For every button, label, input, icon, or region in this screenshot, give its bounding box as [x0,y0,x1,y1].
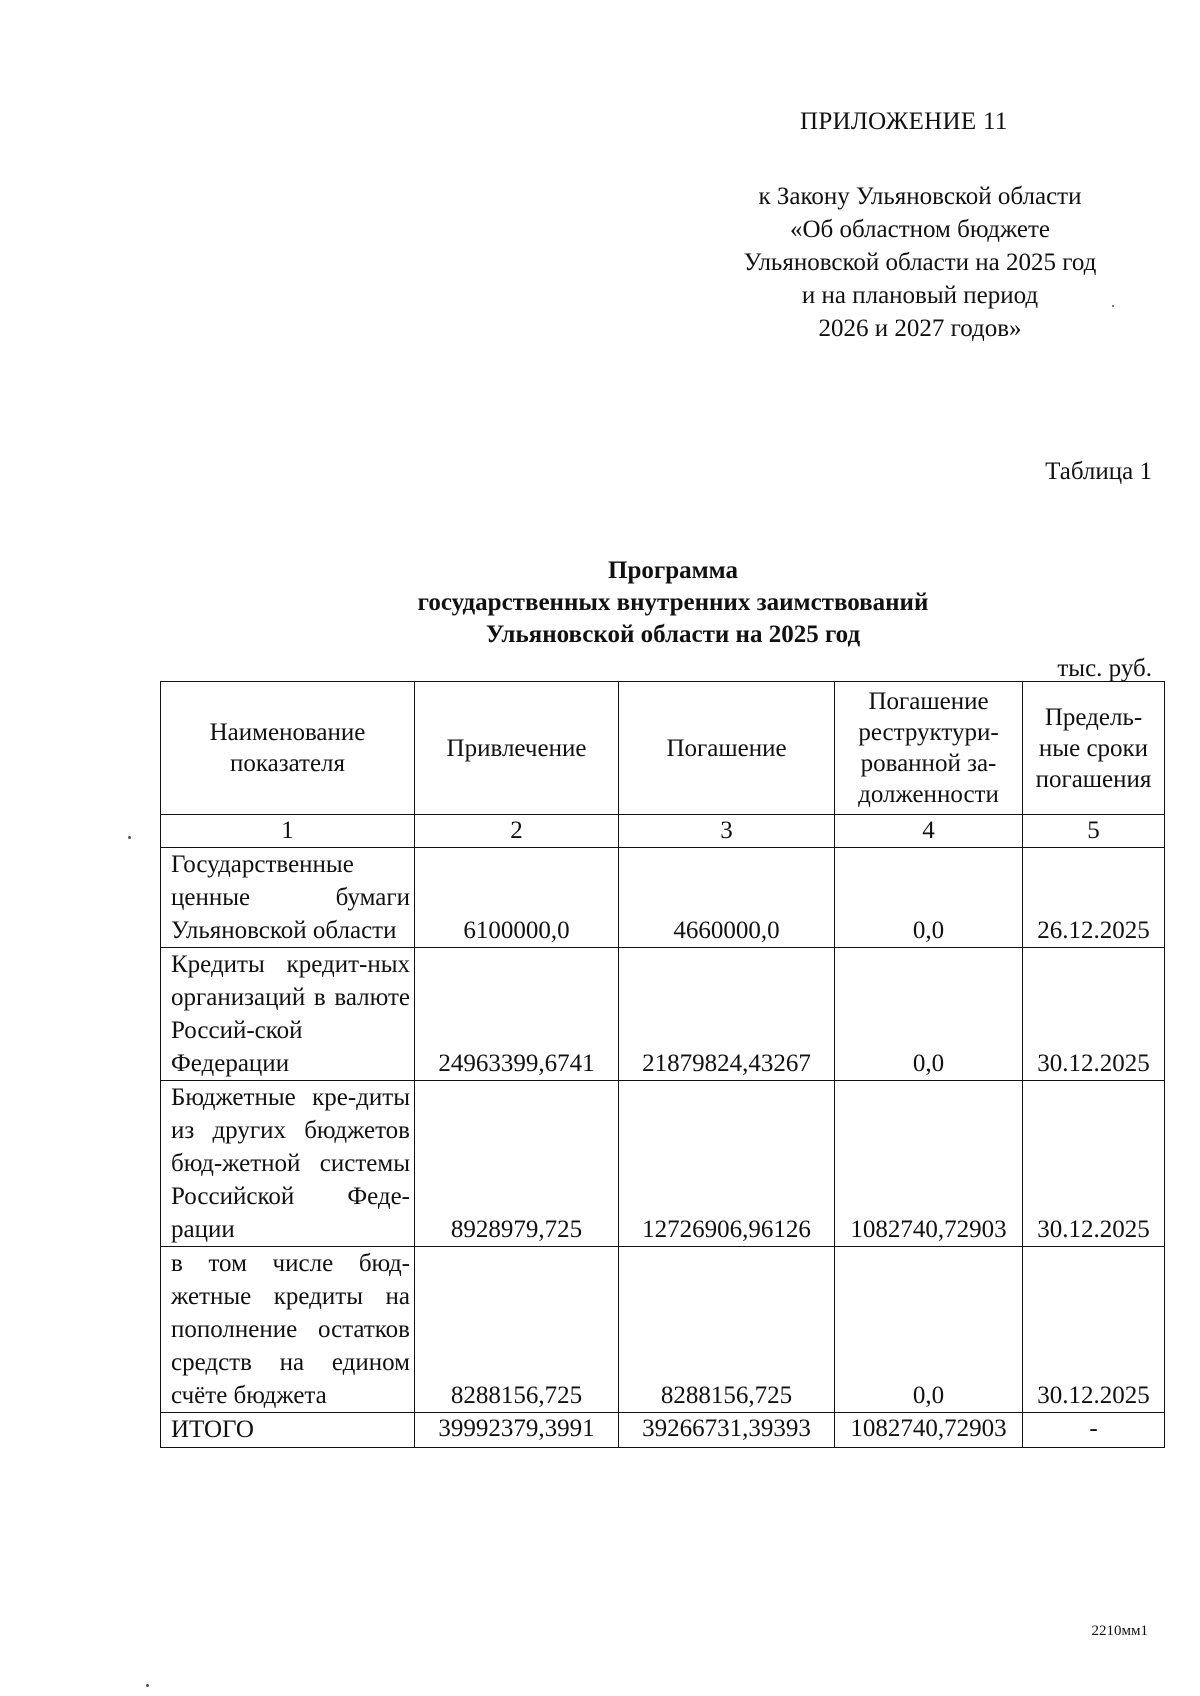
total-name: ИТОГО [161,1413,415,1448]
column-number: 2 [415,815,619,848]
units-label: тыс. руб. [1057,655,1152,682]
heading-line: государственных внутренних заимствований [417,589,929,616]
column-header-deadline: Предель-ные сроки погашения [1023,682,1165,815]
heading-line: Ульяновской области на 2025 год [485,621,861,648]
heading-line: Программа [608,557,738,584]
row-repayment: 12726906,96126 [619,1081,835,1247]
law-line: и на плановый период [801,282,1039,309]
table-number: Таблица 1 [1045,458,1152,485]
total-repayment: 39266731,39393 [619,1413,835,1448]
row-deadline: 30.12.2025 [1023,948,1165,1081]
total-borrowing: 39992379,3991 [415,1413,619,1448]
table-header-row [161,682,1165,815]
document-code: 2210мм1 [1091,1623,1148,1639]
appendix-title: ПРИЛОЖЕНИЕ 11 [800,108,1008,135]
column-header-name: Наименование показателя [161,682,415,815]
row-name: в том числе бюд-жетные кредиты на пополнение остатков средств на едином счёте бюджета [161,1247,415,1413]
law-line: 2026 и 2027 годов» [818,315,1022,342]
row-repayment: 4660000,0 [619,848,835,948]
column-header-repayment: Погашение [619,682,835,815]
row-restructured: 0,0 [835,1247,1023,1413]
law-line: «Об областном бюджете [789,216,1051,243]
row-repayment: 21879824,43267 [619,948,835,1081]
row-name: Государственные ценные бумаги Ульяновской области [161,848,415,948]
scan-speck [128,836,131,839]
row-restructured: 1082740,72903 [835,1081,1023,1247]
row-borrowing: 8288156,725 [415,1247,619,1413]
table-row [161,1247,1165,1413]
document-heading [0,555,1200,651]
total-restructured: 1082740,72903 [835,1413,1023,1448]
law-line: Ульяновской области на 2025 год [743,249,1097,276]
column-number-row [161,815,1165,848]
table-row [161,848,1165,948]
column-number: 1 [161,815,415,848]
column-number: 5 [1023,815,1165,848]
law-reference [670,180,1170,345]
table-total-row [161,1413,1165,1448]
table-row [161,1081,1165,1247]
row-deadline: 30.12.2025 [1023,1247,1165,1413]
row-restructured: 0,0 [835,848,1023,948]
column-number: 4 [835,815,1023,848]
row-name: Бюджетные кре-диты из других бюджетов бюд-жетной системы Российской Феде-рации [161,1081,415,1247]
law-line: к Закону Ульяновской области [758,183,1082,210]
column-header-restructured: Погашение реструктури-рованной за-долженности [835,682,1023,815]
scan-speck [146,1684,149,1687]
row-borrowing: 24963399,6741 [415,948,619,1081]
column-number: 3 [619,815,835,848]
borrowing-program-table [160,681,1165,1448]
row-deadline: 30.12.2025 [1023,1081,1165,1247]
row-deadline: 26.12.2025 [1023,848,1165,948]
row-restructured: 0,0 [835,948,1023,1081]
scan-speck [1112,305,1114,307]
row-borrowing: 8928979,725 [415,1081,619,1247]
row-borrowing: 6100000,0 [415,848,619,948]
row-repayment: 8288156,725 [619,1247,835,1413]
column-header-borrowing: Привлечение [415,682,619,815]
total-deadline: - [1023,1413,1165,1448]
table-row [161,948,1165,1081]
row-name: Кредиты кредит-ных организаций в валюте Россий-ской Федерации [161,948,415,1081]
